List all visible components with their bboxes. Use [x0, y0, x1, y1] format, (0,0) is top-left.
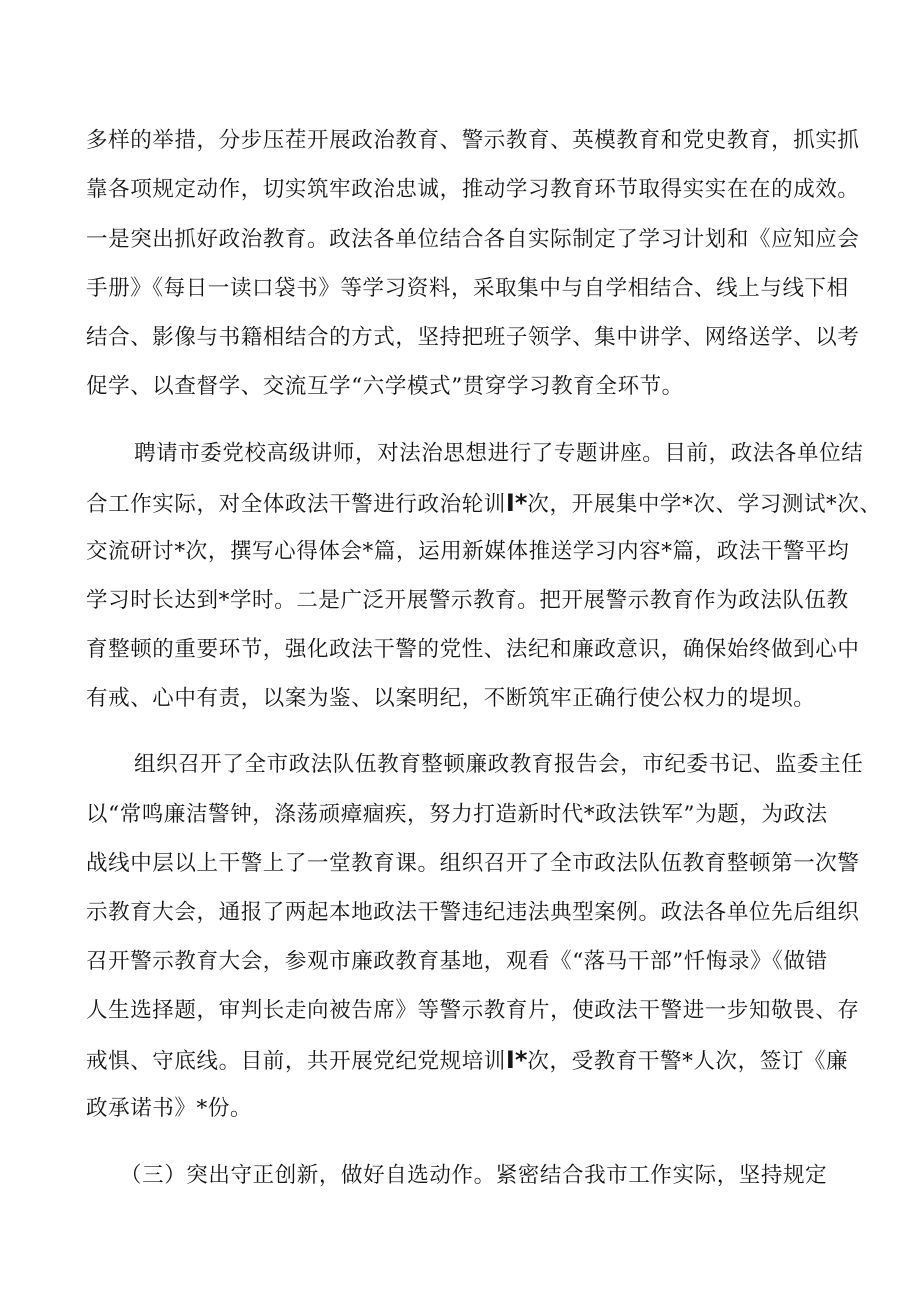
text-cursor-mark: I*: [505, 489, 528, 517]
text-segment: 次，开展集中学*次、学习测试*次、: [527, 492, 882, 517]
text-line: 示教育大会，通报了两起本地政法干警违纪违法典型案例。政法各单位先后组织: [86, 900, 860, 925]
text-cursor-mark: I*: [505, 1046, 528, 1074]
text-line: 多样的举措，分步压茬开展政治教育、警示教育、英模教育和党史教育，抓实抓: [86, 128, 860, 153]
text-line: 人生选择题，审判长走向被告席》等警示教育片，使政法干警进一步知敬畏、存: [86, 998, 860, 1023]
text-line: 手册》《每日一读口袋书》等学习资料，采取集中与自学相结合、线上与线下相: [86, 276, 849, 301]
text-line: [86, 1045, 849, 1077]
paragraph-first-line: 组织召开了全市政法队伍教育整顿廉政教育报告会，市纪委书记、监委主任: [134, 752, 864, 777]
text-segment: 戒惧、守底线。目前，共开展党纪党规培训: [86, 1049, 506, 1074]
text-line: 交流研讨*次，撰写心得体会*篇，运用新媒体推送学习内容*篇，政法干警平均: [86, 539, 850, 564]
text-line: 靠各项规定动作，切实筑牢政治忠诚，推动学习教育环节取得实实在在的成效。: [86, 177, 860, 202]
text-line: 育整顿的重要环节，强化政法干警的党性、法纪和廉政意识，确保始终做到心中: [86, 637, 860, 662]
section-heading-line: （三）突出守正创新，做好自选动作。紧密结合我市工作实际，坚持规定: [120, 1163, 828, 1188]
text-line: 以“常鸣廉洁警钟，涤荡顽瘴痼疾，努力打造新时代*政法铁军”为题，为政法: [86, 802, 828, 827]
text-line: 召开警示教育大会，参观市廉政教育基地，观看《“落马干部”忏悔录》《做错: [86, 949, 828, 974]
paragraph-first-line: 聘请市委党校高级讲师，对法治思想进行了专题讲座。目前，政法各单位结: [134, 441, 864, 466]
text-line: 结合、影像与书籍相结合的方式，坚持把班子领学、集中讲学、网络送学、以考: [86, 325, 860, 350]
text-line: 一是突出抓好政治教育。政法各单位结合各自实际制定了学习计划和《应知应会: [86, 227, 860, 252]
text-segment: 次，受教育干警*人次，签订《廉: [527, 1049, 849, 1074]
text-line: 学习时长达到*学时。二是广泛开展警示教育。把开展警示教育作为政法队伍教: [86, 588, 849, 613]
text-line: [86, 488, 882, 520]
text-line: 有戒、心中有责，以案为鉴、以案明纪，不断筑牢正确行使公权力的堤坝。: [86, 686, 816, 711]
text-line: 政承诺书》*份。: [86, 1096, 253, 1121]
text-line: 促学、以查督学、交流互学“六学模式”贯穿学习教育全环节。: [86, 374, 684, 399]
text-line: 战线中层以上干警上了一堂教育课。组织召开了全市政法队伍教育整顿第一次警: [86, 851, 860, 876]
text-segment: 合工作实际，对全体政法干警进行政治轮训: [86, 492, 506, 517]
